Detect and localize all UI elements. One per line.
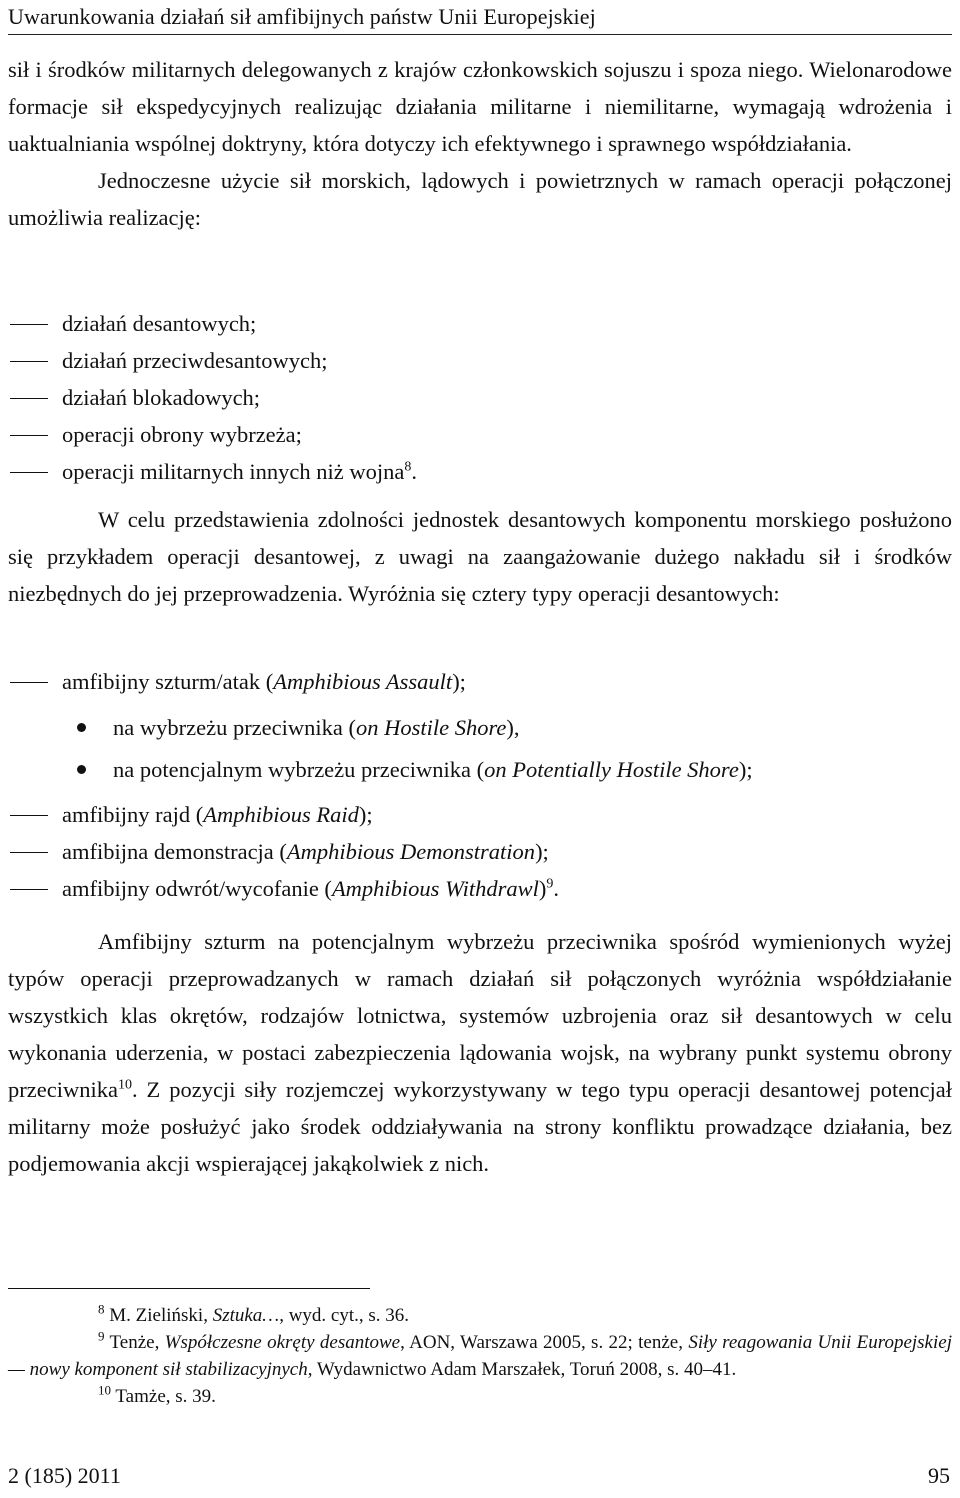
dash-marker	[10, 435, 48, 436]
list-item: operacji obrony wybrzeża;	[8, 416, 952, 453]
dash-marker	[10, 889, 48, 890]
header-title: Uwarunkowania działań sił amfibijnych państw Unii Europejskiej	[8, 4, 596, 29]
footnote-ref-9[interactable]: 9	[546, 876, 554, 892]
bullet-marker	[77, 765, 86, 774]
page-footer	[8, 1463, 952, 1493]
list-item: operacji militarnych innych niż wojna$^8$.	[8, 453, 952, 490]
running-header	[8, 0, 952, 35]
dash-marker	[10, 815, 48, 816]
footnote-ref-10[interactable]: 10	[117, 1077, 132, 1093]
footnote-8: $^8$ M. Zieliński, Sztuka…, wyd. cyt., s. 36.	[98, 1301, 410, 1326]
paragraph-2-text: Jednoczesne użycie sił morskich, lądowych i powietrznych w ramach operacji połączonej umożliwia realizację:	[8, 168, 952, 230]
amphibious-types-list	[8, 663, 952, 700]
dash-marker	[10, 398, 48, 399]
list-item: amfibijny rajd (Amphibious Raid);	[8, 796, 952, 833]
paragraph-1-text: sił i środków militarnych delegowanych z krajów członkowskich sojuszu i spoza niego. Wielonarodowe formacje sił ekspedycyjnych realizując działania militarne i niemilitarne, wymagają wdrożenia i uaktualniania wspólnej doktryny, która dotyczy ich efektywnego i sprawnego współdziałania.	[8, 57, 952, 156]
footnotes	[8, 1302, 952, 1410]
footnote-separator	[8, 1288, 370, 1289]
list-item: amfibijny odwrót/wycofanie (Amphibious Withdrawl)$^9$.	[8, 870, 952, 907]
paragraph-4-text: Amfibijny szturm na potencjalnym wybrzeżu przeciwnika spośród wymienionych wyżej typów operacji przeprowadzanych w ramach działań sił połączonych wyróżnia współdziałanie wszystkich klas okrętów, rodzajów lotnictwa, systemów uzbrojenia oraz sił desantowych w celu wykonania uderzenia, w postaci zabezpieczenia lądowania wojsk, na wybrany punkt systemu obrony przeciwnika$^{10}$. Z pozycji siły rozjemczej wykorzystywany w tego typu operacji desantowej potencjał militarny może posłużyć jako środek oddziaływania na strony konfliktu prowadzące działania, bez podjemowania akcji wspierającej jakąkolwiek z nich.	[8, 929, 952, 1176]
footnote-10: $^{10}$ Tamże, s. 39.	[98, 1382, 216, 1407]
sublist-item: na potencjalnym wybrzeżu przeciwnika (on Potentially Hostile Shore);	[8, 751, 952, 793]
paragraph-1	[8, 51, 952, 236]
sublist-item: na wybrzeżu przeciwnika (on Hostile Shore),	[8, 709, 952, 751]
paragraph-3-text: W celu przedstawienia zdolności jednostek desantowych komponentu morskiego posłużono się przykładem operacji desantowej, z uwagi na zaangażowanie dużego nakładu sił i środków niezbędnych do jej przeprowadzenia. Wyróżnia się cztery typy operacji desantowych:	[8, 507, 952, 606]
bullet-marker	[77, 723, 86, 732]
footnote-9: $^9$ Tenże, Współczesne okręty desantowe, AON, Warszawa 2005, s. 22; tenże, Siły reagowania Unii Europejskiej — nowy komponent sił stabilizacyjnych, Wydawnictwo Adam Marszałek, Toruń 2008, s. 40–41.	[8, 1328, 952, 1380]
paragraph-4	[8, 923, 952, 1182]
amphibious-types-list-cont	[8, 796, 952, 907]
list-item: działań desantowych;	[8, 305, 952, 342]
dash-marker	[10, 324, 48, 325]
issue-number: 2 (185) 2011	[8, 1463, 121, 1488]
dash-marker	[10, 472, 48, 473]
list-item: amfibijny szturm/atak (Amphibious Assault);	[8, 663, 952, 700]
paragraph-3	[8, 501, 952, 612]
operations-list	[8, 305, 952, 490]
assault-sublist	[8, 709, 952, 793]
list-item: amfibijna demonstracja (Amphibious Demonstration);	[8, 833, 952, 870]
footnote-ref-8[interactable]: 8	[404, 459, 412, 475]
list-item: działań przeciwdesantowych;	[8, 342, 952, 379]
page-number: 95	[928, 1463, 950, 1488]
dash-marker	[10, 852, 48, 853]
dash-marker	[10, 361, 48, 362]
list-item: działań blokadowych;	[8, 379, 952, 416]
dash-marker	[10, 682, 48, 683]
